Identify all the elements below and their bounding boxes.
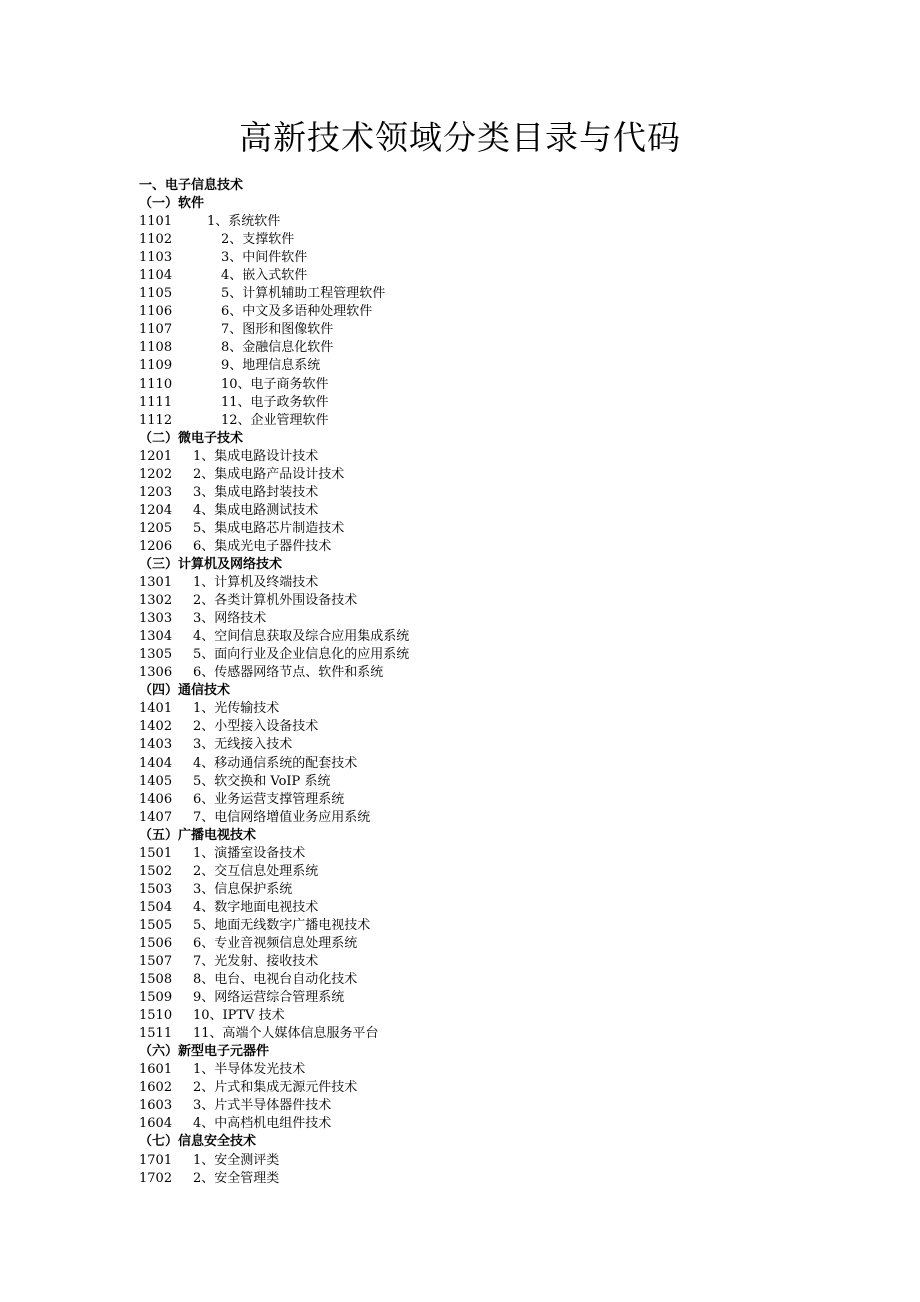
item-name: 2、片式和集成无源元件技术 [193, 1080, 358, 1096]
list-item [139, 700, 859, 718]
item-code: 1104 [139, 268, 173, 284]
item-code: 1106 [139, 304, 173, 320]
list-item [139, 285, 859, 303]
item-name: 11、高端个人媒体信息服务平台 [193, 1026, 379, 1042]
subsection-heading: （一）软件 [139, 196, 205, 212]
item-name: 1、系统软件 [207, 214, 281, 230]
list-item [139, 231, 859, 249]
item-name: 1、集成电路设计技术 [193, 448, 319, 464]
list-item [139, 357, 859, 375]
item-code: 1112 [139, 412, 173, 428]
item-code: 1508 [139, 972, 173, 988]
item-name: 8、金融信息化软件 [221, 340, 334, 356]
item-code: 1205 [139, 520, 173, 536]
item-name: 9、地理信息系统 [221, 358, 321, 374]
item-name: 5、软交换和 VoIP 系统 [193, 773, 331, 789]
item-name: 3、网络技术 [193, 611, 267, 627]
item-name: 3、中间件软件 [221, 250, 308, 266]
item-code: 1302 [139, 593, 173, 609]
item-code: 1206 [139, 538, 173, 554]
subsection-heading: （四）通信技术 [139, 683, 231, 699]
item-code: 1602 [139, 1080, 173, 1096]
item-code: 1111 [139, 394, 173, 410]
item-code: 1203 [139, 484, 173, 500]
item-name: 3、无线接入技术 [193, 737, 293, 753]
item-code: 1502 [139, 863, 173, 879]
item-name: 10、电子商务软件 [221, 376, 329, 392]
list-item [139, 466, 859, 484]
list-item [139, 1152, 859, 1170]
item-code: 1110 [139, 376, 173, 392]
list-item [139, 321, 859, 339]
list-item [139, 484, 859, 502]
item-name: 9、网络运营综合管理系统 [193, 990, 345, 1006]
item-code: 1503 [139, 881, 173, 897]
list-item [139, 376, 859, 394]
item-name: 4、空间信息获取及综合应用集成系统 [193, 629, 410, 645]
item-code: 1103 [139, 250, 173, 266]
item-name: 6、业务运营支撑管理系统 [193, 791, 345, 807]
list-item [139, 755, 859, 773]
page-title: 高新技术领域分类目录与代码 [239, 118, 681, 157]
item-name: 3、信息保护系统 [193, 881, 293, 897]
item-code: 1304 [139, 629, 173, 645]
item-name: 5、地面无线数字广播电视技术 [193, 917, 371, 933]
item-code: 1702 [139, 1170, 173, 1186]
item-name: 4、嵌入式软件 [221, 268, 308, 284]
item-name: 4、数字地面电视技术 [193, 899, 319, 915]
item-code: 1504 [139, 899, 173, 915]
item-code: 1301 [139, 575, 173, 591]
item-code: 1701 [139, 1152, 173, 1168]
item-name: 5、面向行业及企业信息化的应用系统 [193, 647, 410, 663]
list-item [139, 1007, 859, 1025]
list-item [139, 249, 859, 267]
item-name: 2、各类计算机外围设备技术 [193, 593, 358, 609]
item-code: 1402 [139, 719, 173, 735]
item-name: 2、支撑软件 [221, 232, 295, 248]
item-name: 2、小型接入设备技术 [193, 719, 319, 735]
item-name: 1、光传输技术 [193, 701, 280, 717]
item-name: 8、电台、电视台自动化技术 [193, 972, 358, 988]
item-code: 1201 [139, 448, 173, 464]
list-item [139, 863, 859, 881]
item-name: 3、片式半导体器件技术 [193, 1098, 332, 1114]
item-code: 1406 [139, 791, 173, 807]
list-item [139, 791, 859, 809]
item-name: 12、企业管理软件 [221, 412, 329, 428]
subsection-heading: （五）广播电视技术 [139, 827, 257, 843]
item-code: 1108 [139, 340, 173, 356]
item-code: 1107 [139, 322, 173, 338]
list-item [139, 917, 859, 935]
list-item [139, 845, 859, 863]
list-item [139, 971, 859, 989]
item-code: 1102 [139, 232, 173, 248]
catalog-list [139, 177, 859, 1188]
item-name: 1、计算机及终端技术 [193, 575, 319, 591]
list-item [139, 664, 859, 682]
item-code: 1601 [139, 1062, 173, 1078]
item-name: 4、集成电路测试技术 [193, 502, 319, 518]
item-name: 5、计算机辅助工程管理软件 [221, 286, 386, 302]
item-code: 1204 [139, 502, 173, 518]
item-code: 1405 [139, 773, 173, 789]
item-name: 6、专业音视频信息处理系统 [193, 935, 358, 951]
item-name: 4、移动通信系统的配套技术 [193, 755, 358, 771]
subsection-heading: （六）新型电子元器件 [139, 1044, 270, 1060]
list-item [139, 1025, 859, 1043]
list-item [139, 989, 859, 1007]
list-item [139, 881, 859, 899]
item-name: 6、传感器网络节点、软件和系统 [193, 665, 384, 681]
list-item [139, 267, 859, 285]
item-name: 2、交互信息处理系统 [193, 863, 319, 879]
item-code: 1505 [139, 917, 173, 933]
item-code: 1109 [139, 358, 173, 374]
item-name: 1、安全测评类 [193, 1152, 280, 1168]
list-item [139, 646, 859, 664]
item-code: 1511 [139, 1026, 173, 1042]
list-item [139, 610, 859, 628]
item-name: 1、半导体发光技术 [193, 1062, 306, 1078]
item-code: 1404 [139, 755, 173, 771]
item-name: 2、安全管理类 [193, 1170, 280, 1186]
item-name: 6、中文及多语种处理软件 [221, 304, 373, 320]
list-item [139, 718, 859, 736]
item-name: 11、电子政务软件 [221, 394, 329, 410]
item-code: 1506 [139, 935, 173, 951]
list-item [139, 394, 859, 412]
list-item [139, 520, 859, 538]
list-item [139, 303, 859, 321]
list-item [139, 339, 859, 357]
item-code: 1401 [139, 701, 173, 717]
item-name: 7、图形和图像软件 [221, 322, 334, 338]
subsection-heading: （七）信息安全技术 [139, 1134, 257, 1150]
list-item [139, 538, 859, 556]
list-item [139, 773, 859, 791]
item-name: 7、电信网络增值业务应用系统 [193, 809, 371, 825]
item-name: 1、演播室设备技术 [193, 845, 306, 861]
list-item [139, 1079, 859, 1097]
item-name: 7、光发射、接收技术 [193, 954, 319, 970]
list-item [139, 1115, 859, 1133]
item-code: 1507 [139, 954, 173, 970]
list-item [139, 502, 859, 520]
subsection-heading: （二）微电子技术 [139, 430, 244, 446]
item-name: 2、集成电路产品设计技术 [193, 466, 345, 482]
list-item [139, 953, 859, 971]
item-code: 1407 [139, 809, 173, 825]
item-code: 1604 [139, 1116, 173, 1132]
item-code: 1306 [139, 665, 173, 681]
list-item [139, 809, 859, 827]
item-code: 1403 [139, 737, 173, 753]
list-item [139, 1061, 859, 1079]
list-item [139, 1170, 859, 1188]
item-code: 1603 [139, 1098, 173, 1114]
list-item [139, 574, 859, 592]
item-name: 10、IPTV 技术 [193, 1008, 285, 1024]
list-item [139, 628, 859, 646]
item-name: 6、集成光电子器件技术 [193, 538, 332, 554]
subsection-heading: （三）计算机及网络技术 [139, 556, 283, 572]
item-code: 1501 [139, 845, 173, 861]
item-code: 1303 [139, 611, 173, 627]
item-name: 5、集成电路芯片制造技术 [193, 520, 345, 536]
list-item [139, 899, 859, 917]
list-item [139, 213, 859, 231]
list-item [139, 1097, 859, 1115]
item-code: 1105 [139, 286, 173, 302]
list-item [139, 935, 859, 953]
item-name: 3、集成电路封装技术 [193, 484, 319, 500]
item-code: 1101 [139, 214, 173, 230]
list-item [139, 592, 859, 610]
list-item [139, 412, 859, 430]
item-code: 1305 [139, 647, 173, 663]
item-code: 1509 [139, 990, 173, 1006]
item-code: 1510 [139, 1008, 173, 1024]
list-item [139, 736, 859, 754]
section-heading: 一、电子信息技术 [139, 178, 244, 193]
list-item [139, 448, 859, 466]
item-code: 1202 [139, 466, 173, 482]
item-name: 4、中高档机电组件技术 [193, 1116, 332, 1132]
